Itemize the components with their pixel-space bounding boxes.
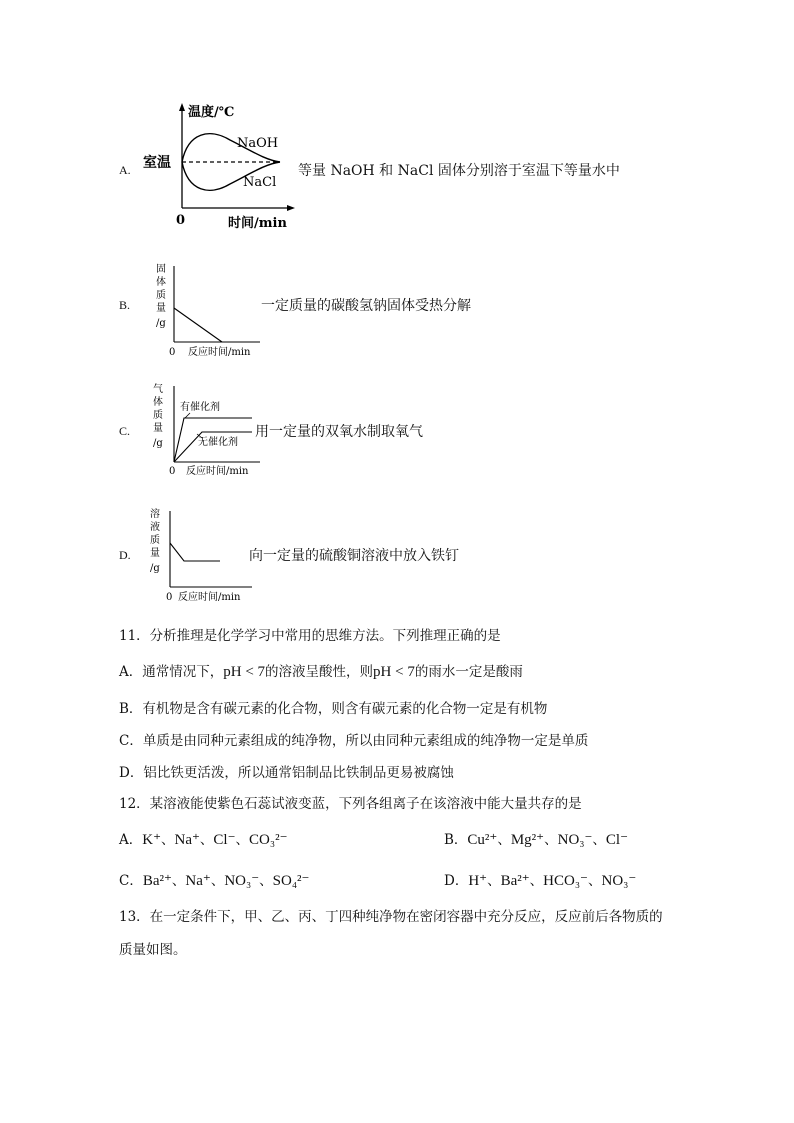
origin-label: 0 (169, 466, 176, 477)
catalyst-pointer (185, 413, 190, 418)
y-label-1: 固 (156, 264, 166, 275)
option-b-letter: B. (119, 298, 131, 312)
option-a-description: 等量 NaOH 和 NaCl 固体分别溶于室温下等量水中 (298, 163, 620, 179)
y-label-5: /g (156, 318, 166, 329)
y-label-2: 液 (150, 522, 160, 533)
ion: NO₃⁻ (601, 873, 637, 889)
room-temp-label: 室温 (143, 155, 171, 171)
ion: Cl⁻ (213, 832, 236, 848)
ion: H⁺ (468, 873, 488, 889)
ion: HCO₃⁻ (543, 873, 588, 889)
ion: K⁺ (142, 832, 161, 848)
mass-curve (174, 308, 222, 342)
y-label-1: 溶 (150, 509, 160, 520)
q11-option-d: D．铝比铁更活泼，所以通常铝制品比铁制品更易被腐蚀 (119, 765, 454, 781)
ph-expression-2: pH < 7 (373, 664, 415, 680)
y-label-2: 体 (153, 397, 163, 408)
graph-c (148, 380, 268, 480)
x-axis-arrow (287, 205, 295, 211)
q11-option-a (119, 660, 523, 681)
catalyst-label: 有催化剂 (180, 402, 220, 413)
ion: NO₃⁻ (557, 832, 593, 848)
solution-mass-curve (170, 543, 220, 561)
graph-d (148, 505, 258, 605)
option-b-description: 一定质量的碳酸氢钠固体受热分解 (261, 298, 471, 314)
y-label-4: 量 (150, 548, 160, 559)
origin-label: 0 (169, 347, 176, 358)
separator: 、 (259, 873, 273, 889)
graph-a (140, 100, 300, 230)
ion: Cu²⁺ (467, 832, 498, 848)
option-c-letter: C. (119, 424, 131, 438)
x-axis-label: 反应时间/min (178, 592, 241, 603)
y-label-1: 气 (153, 384, 163, 395)
option-c-description: 用一定量的双氧水制取氧气 (255, 424, 423, 440)
separator: 、 (487, 873, 501, 889)
nacl-label: NaCl (243, 175, 277, 190)
separator: 、 (587, 873, 602, 889)
q11-option-b: B．有机物是含有碳元素的化合物，则含有碳元素的化合物一定是有机物 (119, 701, 548, 717)
q11-option-c: C．单质是由同种元素组成的纯净物，所以由同种元素组成的纯净物一定是单质 (119, 733, 589, 749)
q12-c-letter: C． (119, 873, 143, 889)
origin-label: 0 (176, 213, 186, 228)
x-axis-label: 反应时间/min (188, 347, 251, 358)
separator: 、 (161, 832, 175, 848)
y-label-3: 质 (150, 535, 160, 546)
separator: 、 (210, 873, 225, 889)
q12-a-letter: A． (119, 832, 143, 848)
separator: 、 (592, 832, 606, 848)
option-a-letter: A. (119, 163, 131, 177)
y-label-5: /g (150, 563, 160, 574)
separator: 、 (544, 832, 558, 848)
q12-option-d (444, 869, 636, 890)
q11-stem: 11．分析推理是化学学习中常用的思维方法。下列推理正确的是 (119, 628, 501, 644)
q12-option-a (119, 828, 288, 849)
separator: 、 (497, 832, 511, 848)
no-catalyst-label: 无催化剂 (198, 437, 238, 448)
graph-b (148, 258, 268, 360)
q13-line-1: 13．在一定条件下，甲、乙、丙、丁四种纯净物在密闭容器中充分反应，反应前后各物质的 (119, 909, 663, 925)
ph-expression-1: pH < 7 (223, 664, 266, 680)
q12-d-letter: D． (444, 873, 469, 889)
separator: 、 (235, 832, 250, 848)
q12-option-c (119, 869, 309, 890)
q11-a-part1: A．通常情况下， (119, 664, 224, 680)
ion: Ba²⁺ (500, 873, 530, 889)
ion: CO₃²⁻ (249, 832, 288, 848)
ion: Mg²⁺ (510, 832, 545, 848)
option-d-description: 向一定量的硫酸铜溶液中放入铁钉 (249, 548, 459, 564)
y-label-3: 质 (156, 290, 166, 301)
q11-a-part3: 的雨水一定是酸雨 (414, 664, 523, 680)
ion: Na⁺ (174, 832, 200, 848)
option-d-letter: D. (119, 548, 131, 562)
separator: 、 (199, 832, 214, 848)
separator: 、 (171, 873, 186, 889)
q12-stem: 12．某溶液能使紫色石蕊试液变蓝，下列各组离子在该溶液中能大量共存的是 (119, 796, 582, 812)
ion: NO₃⁻ (224, 873, 260, 889)
q11-a-part2: 的溶液呈酸性，则 (265, 664, 374, 680)
y-label-2: 体 (156, 277, 166, 288)
naoh-label: NaOH (237, 136, 279, 151)
y-label-5: /g (153, 438, 163, 449)
ion: Na⁺ (185, 873, 211, 889)
ion: Cl⁻ (605, 832, 629, 848)
y-axis-label: 温度/℃ (188, 105, 235, 120)
q12-b-letter: B． (444, 832, 468, 848)
ion: Ba²⁺ (142, 873, 172, 889)
ion: SO₄²⁻ (272, 873, 310, 889)
y-label-4: 量 (153, 423, 163, 434)
origin-label: 0 (166, 592, 173, 603)
q13-line-2: 质量如图。 (119, 942, 187, 958)
y-axis-arrow (179, 103, 185, 111)
y-label-3: 质 (153, 410, 163, 421)
y-label-4: 量 (156, 303, 166, 314)
separator: 、 (529, 873, 544, 889)
x-axis-label: 时间/min (228, 216, 287, 230)
x-axis-label: 反应时间/min (186, 466, 249, 477)
q12-option-b (444, 828, 628, 849)
